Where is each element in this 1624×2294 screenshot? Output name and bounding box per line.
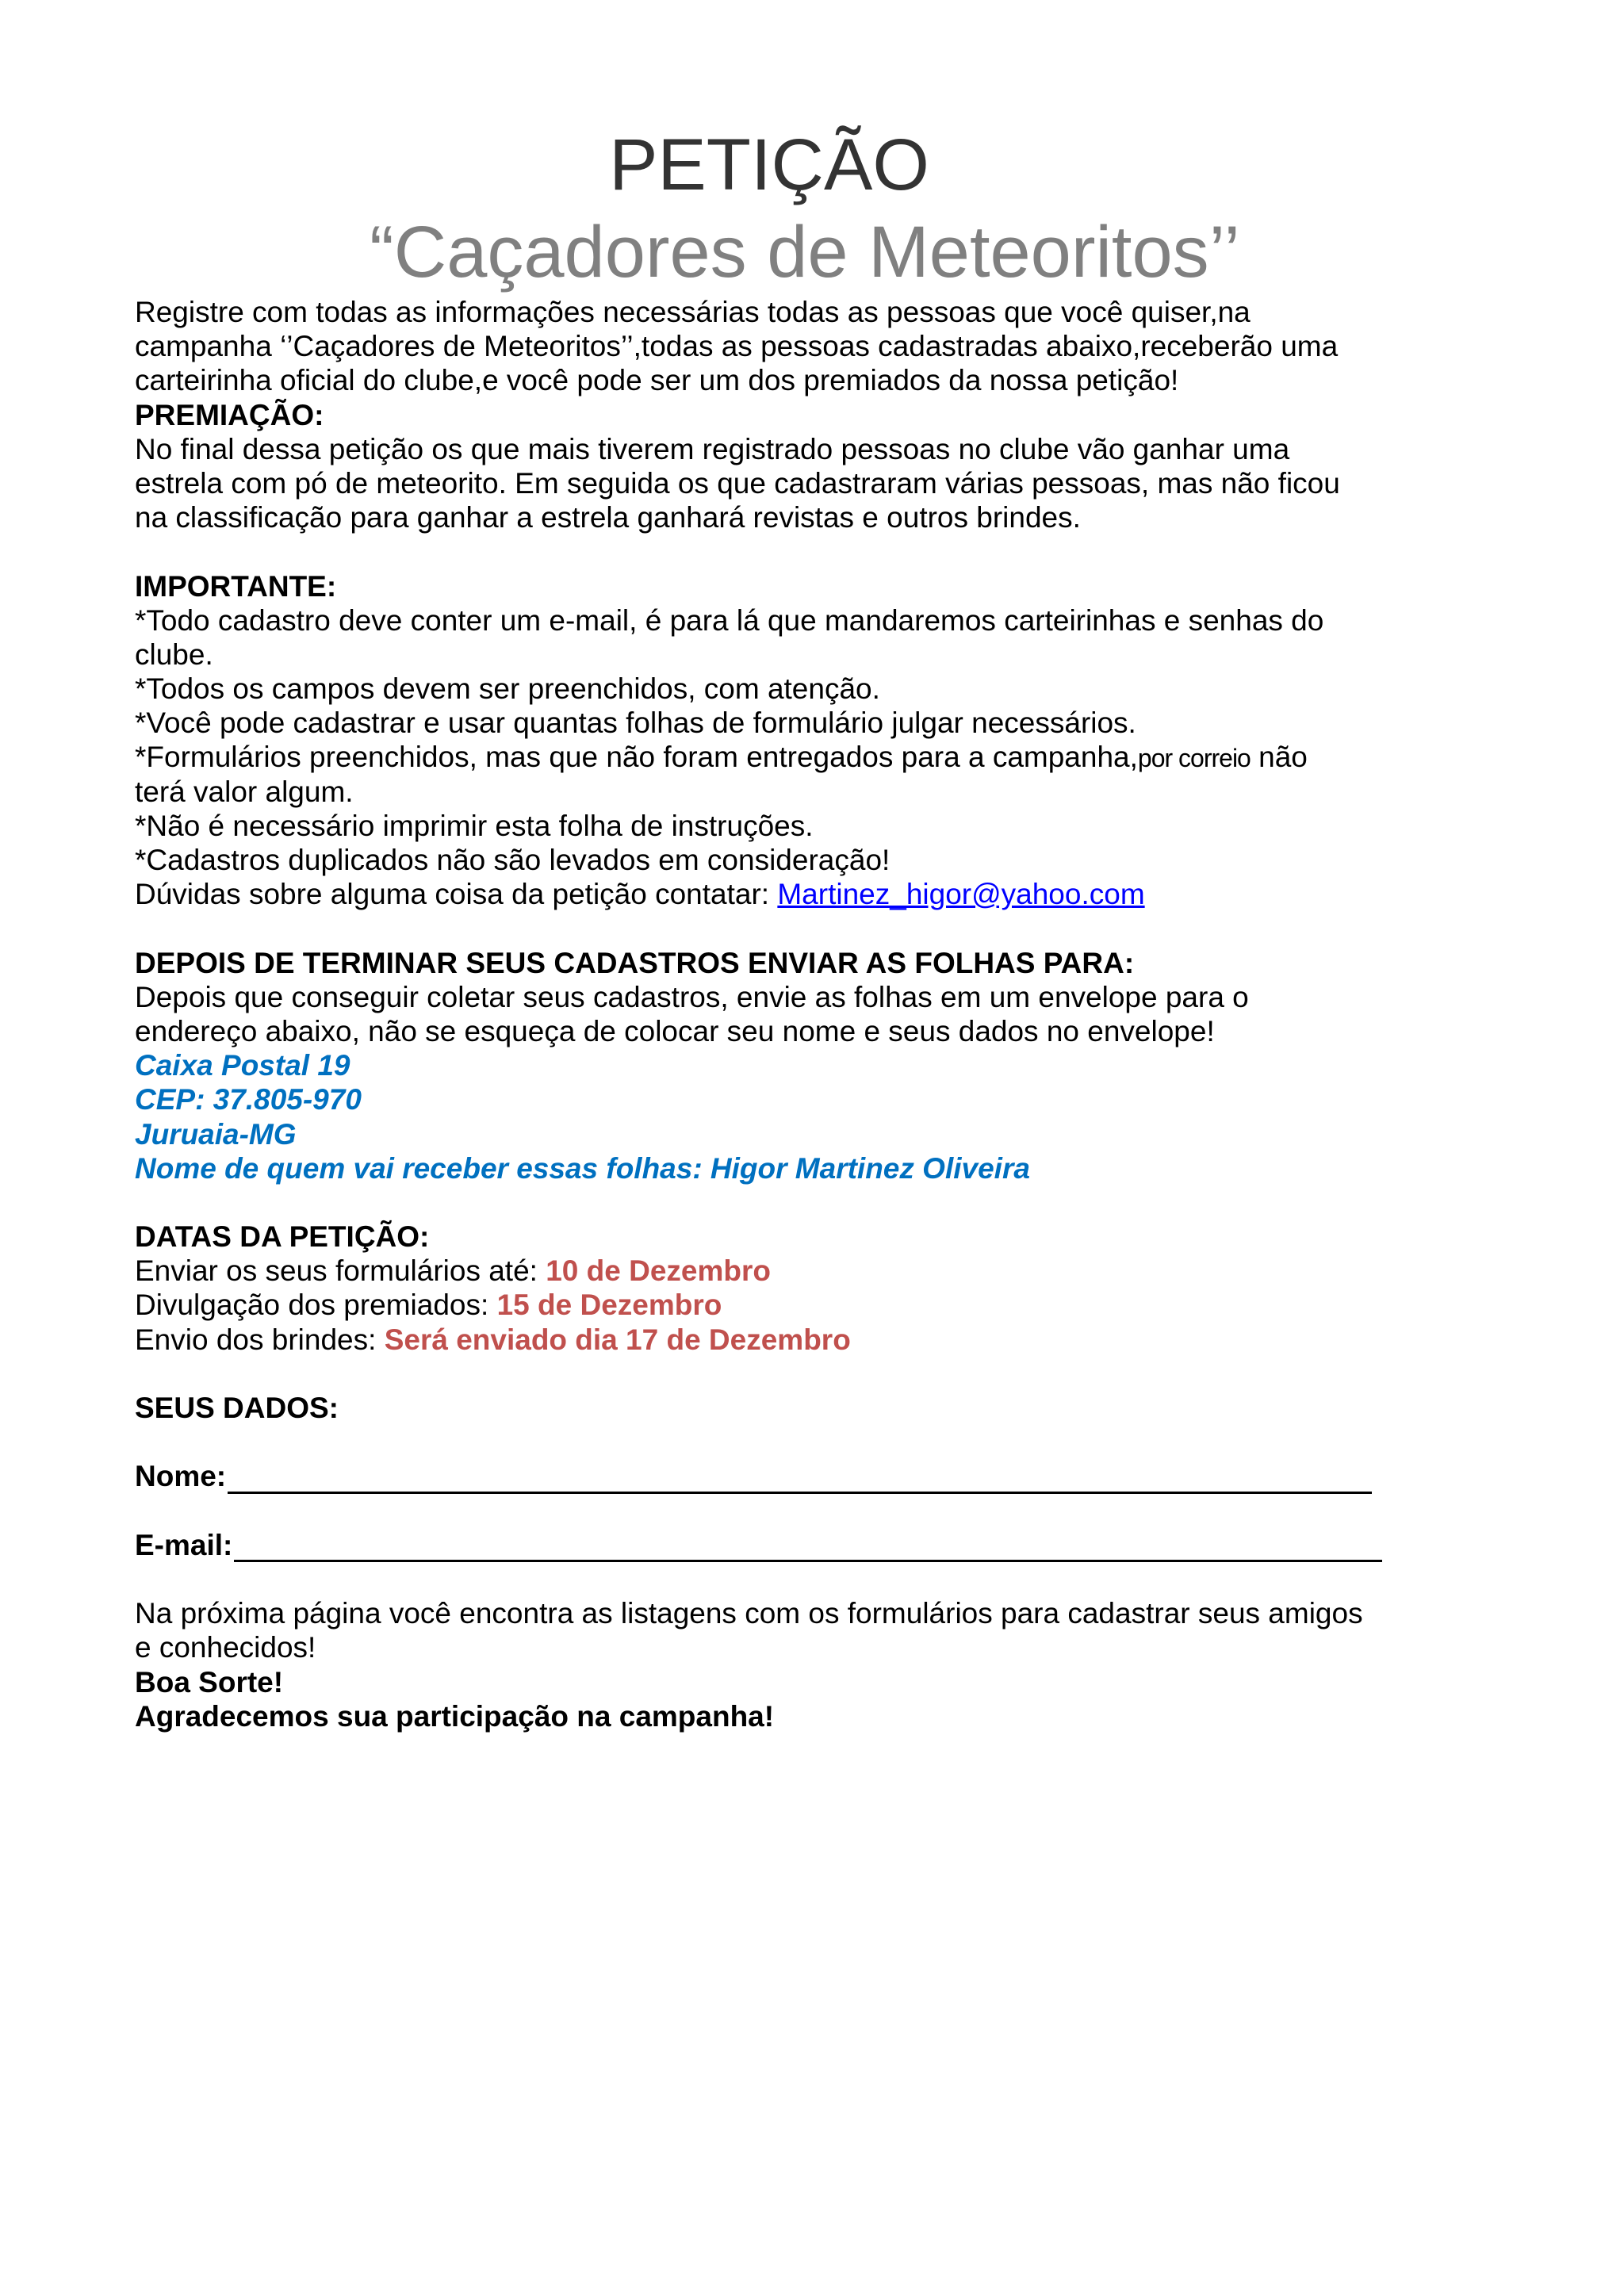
premiacao-line: No final dessa petição os que mais tiverem registrado pessoas no clube vão ganhar uma: [135, 432, 1290, 465]
closing-line: e conhecidos!: [135, 1631, 316, 1664]
envio-line: endereço abaixo, não se esqueça de colocar seu nome e seus dados no envelope!: [135, 1014, 1215, 1047]
importante-line: *Você pode cadastrar e usar quantas folhas de formulário julgar necessários.: [135, 707, 1136, 740]
thanks-text: Agradecemos sua participação na campanha!: [135, 1699, 775, 1733]
name-blank-line[interactable]: [228, 1463, 1372, 1494]
date-value: 10 de Dezembro: [546, 1254, 771, 1288]
email-label: E-mail:: [135, 1528, 233, 1561]
importante-line: *Todo cadastro deve conter um e-mail, é para lá que mandaremos carteirinhas e senhas do: [135, 603, 1324, 637]
importante-heading: IMPORTANTE:: [135, 569, 337, 603]
intro-line: campanha ‘’Caçadores de Meteoritos’’,todas as pessoas cadastradas abaixo,receberão uma: [135, 330, 1339, 363]
dados-heading: SEUS DADOS:: [135, 1392, 339, 1424]
spacer: [135, 1185, 1388, 1220]
premiacao-line: estrela com pó de meteorito. Em seguida os que cadastraram várias pessoas, mas não ficou: [135, 466, 1340, 500]
envio-section: [135, 946, 1388, 1185]
importante-line: *Todos os campos devem ser preenchidos, com atenção.: [135, 672, 880, 706]
email-blank-line[interactable]: [234, 1531, 1382, 1562]
email-field[interactable]: [135, 1528, 1388, 1562]
spacer: [135, 1494, 1388, 1528]
spacer: [135, 1357, 1388, 1391]
contact-text: Dúvidas sobre alguma coisa da petição contatar:: [135, 878, 778, 911]
page-title: PETIÇÃO: [609, 124, 929, 205]
forms-text-small: por correio: [1137, 744, 1251, 773]
importante-line: *Cadastros duplicados não são levados em consideração!: [135, 844, 891, 876]
date-item: [135, 1254, 1388, 1288]
dados-section: [135, 1391, 1388, 1562]
spacer: [135, 911, 1388, 945]
date-label: Divulgação dos premiados:: [135, 1289, 497, 1322]
premiacao-section: [135, 398, 1388, 535]
address-line: Juruaia-MG: [135, 1117, 297, 1151]
good-luck-text: Boa Sorte!: [135, 1665, 284, 1698]
spacer: [135, 1425, 1388, 1459]
importante-section: [135, 569, 1388, 912]
date-value: 15 de Dezembro: [496, 1289, 722, 1322]
address-line: Nome de quem vai receber essas folhas: Higor Martinez Oliveira: [135, 1151, 1030, 1185]
importante-line: terá valor algum.: [135, 775, 354, 808]
contact-line: [135, 877, 1388, 911]
datas-section: [135, 1220, 1388, 1357]
document-body: [135, 295, 1388, 1733]
date-item: [135, 1288, 1388, 1322]
importante-line: [135, 740, 1388, 774]
importante-line: *Não é necessário imprimir esta folha de instruções.: [135, 809, 814, 842]
datas-heading: DATAS DA PETIÇÃO:: [135, 1220, 430, 1254]
intro-line: Registre com todas as informações necessárias todas as pessoas que você quiser,na: [135, 296, 1251, 328]
closing-line: Na próxima página você encontra as listagens com os formulários para cadastrar seus amigos: [135, 1597, 1363, 1630]
spacer: [135, 1562, 1388, 1596]
spacer: [135, 534, 1388, 569]
name-label: Nome:: [135, 1460, 227, 1493]
address-line: Caixa Postal 19: [135, 1049, 350, 1082]
closing-section: [135, 1596, 1388, 1733]
date-item: [135, 1323, 1388, 1357]
intro-line: carteirinha oficial do clube,e você pode ser um dos premiados da nossa petição!: [135, 364, 1179, 397]
premiacao-heading: PREMIAÇÃO:: [135, 398, 324, 431]
name-field[interactable]: [135, 1459, 1388, 1493]
importante-line: clube.: [135, 638, 213, 671]
envio-line: Depois que conseguir coletar seus cadastros, envie as folhas em um envelope para o: [135, 980, 1249, 1013]
date-label: Enviar os seus formulários até:: [135, 1254, 546, 1288]
premiacao-line: na classificação para ganhar a estrela ganhará revistas e outros brindes.: [135, 501, 1081, 534]
date-label: Envio dos brindes:: [135, 1323, 385, 1356]
intro-paragraph: [135, 295, 1388, 398]
page-subtitle: “Caçadores de Meteoritos’’: [370, 212, 1240, 293]
forms-text-end: não: [1250, 741, 1308, 774]
forms-text: *Formulários preenchidos, mas que não foram entregados para a campanha,: [135, 741, 1138, 774]
date-value: Será enviado dia 17 de Dezembro: [384, 1323, 851, 1356]
envio-heading: DEPOIS DE TERMINAR SEUS CADASTROS ENVIAR AS FOLHAS PARA:: [135, 946, 1135, 979]
address-line: CEP: 37.805-970: [135, 1083, 362, 1116]
contact-email-link[interactable]: Martinez_higor@yahoo.com: [777, 878, 1145, 911]
